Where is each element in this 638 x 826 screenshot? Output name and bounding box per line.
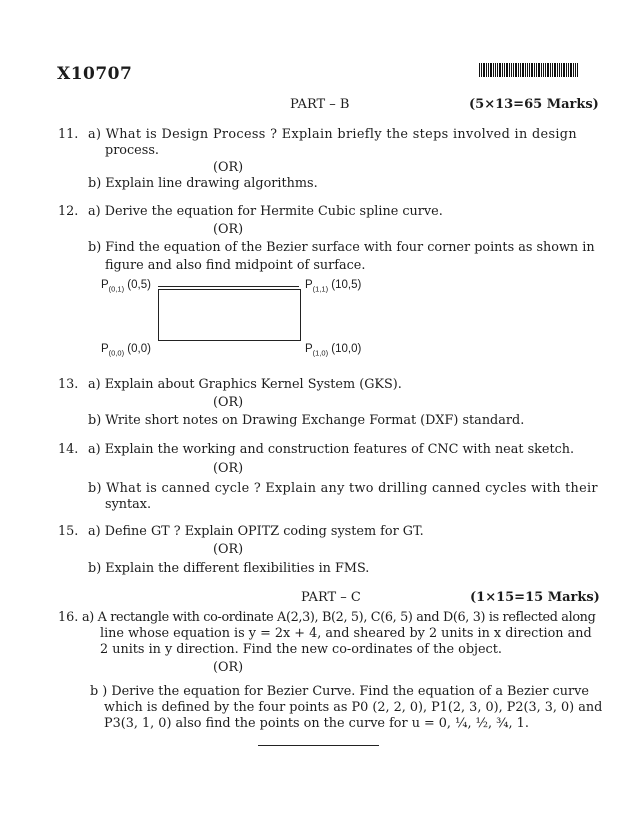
- corner-label-p01-sub: (0,1): [108, 284, 125, 294]
- corner-label-p01-base: P: [101, 279, 109, 291]
- q12-number: 12.: [58, 204, 79, 219]
- corner-label-p00-base: P: [101, 343, 109, 355]
- q12-b-line1: b) Find the equation of the Bezier surface with four corner points as shown in: [88, 240, 595, 255]
- q11-or: (OR): [213, 160, 244, 175]
- q11-number: 11.: [58, 127, 79, 142]
- barcode-image: [479, 63, 578, 77]
- corner-label-p01: [101, 279, 151, 293]
- paper-code: X10707: [57, 64, 133, 84]
- corner-label-p11-base: P: [305, 279, 313, 291]
- q12-a: a) Derive the equation for Hermite Cubic spline curve.: [88, 204, 443, 219]
- q15-a: a) Define GT ? Explain OPITZ coding system for GT.: [88, 524, 424, 539]
- q16-a-line2: line whose equation is y = 2x + 4, and sheared by 2 units in x direction and: [100, 626, 592, 641]
- part-b-title: PART – B: [290, 97, 350, 112]
- corner-label-p11: [305, 279, 361, 293]
- q13-number: 13.: [58, 377, 79, 392]
- bezier-surface-rectangle: [158, 289, 301, 341]
- q14-or: (OR): [213, 461, 244, 476]
- q14-b-line1: b) What is canned cycle ? Explain any two drilling canned cycles with their: [88, 481, 598, 496]
- q13-a: a) Explain about Graphics Kernel System (GKS).: [88, 377, 402, 392]
- q15-or: (OR): [213, 542, 244, 557]
- corner-label-p10-base: P: [305, 343, 313, 355]
- corner-label-p10: [305, 343, 361, 357]
- corner-label-p11-value: (10,5): [328, 279, 362, 291]
- part-b-marks: (5×13=65 Marks): [469, 97, 599, 112]
- corner-label-p01-value: (0,5): [124, 279, 151, 291]
- corner-label-p10-sub: (1,0): [312, 348, 329, 358]
- q11-a-line2: process.: [105, 143, 159, 158]
- corner-label-p00-sub: (0,0): [108, 348, 125, 358]
- q14-a: a) Explain the working and construction features of CNC with neat sketch.: [88, 442, 575, 457]
- q12-or: (OR): [213, 222, 244, 237]
- q16-number: 16.: [58, 610, 79, 625]
- part-c-marks: (1×15=15 Marks): [470, 590, 600, 605]
- q13-or: (OR): [213, 395, 244, 410]
- corner-label-p00-value: (0,0): [124, 343, 151, 355]
- q16-b-line2: which is defined by the four points as P0 (2, 2, 0), P1(2, 3, 0), P2(3, 3, 0) and: [104, 700, 603, 715]
- corner-label-p10-value: (10,0): [328, 343, 362, 355]
- q15-b: b) Explain the different flexibilities in FMS.: [88, 561, 370, 576]
- q16-a-line1: a) A rectangle with co-ordinate A(2,3), B(2, 5), C(6, 5) and D(6, 3) is reflected along: [82, 610, 596, 625]
- q15-number: 15.: [58, 524, 79, 539]
- q16-a-line3: 2 units in y direction. Find the new co-ordinates of the object.: [100, 642, 502, 657]
- corner-label-p00: [101, 343, 151, 357]
- q16-or: (OR): [213, 660, 244, 675]
- q16-b-line1: b ) Derive the equation for Bezier Curve. Find the equation of a Bezier curve: [90, 684, 589, 699]
- part-c-title: PART – C: [301, 590, 361, 605]
- q16-b-line3: P3(3, 1, 0) also find the points on the curve for u = 0, ¼, ½, ¾, 1.: [104, 716, 529, 731]
- figure-top-edge: [158, 286, 299, 287]
- q13-b: b) Write short notes on Drawing Exchange Format (DXF) standard.: [88, 413, 525, 428]
- corner-label-p11-sub: (1,1): [312, 284, 329, 294]
- q11-b: b) Explain line drawing algorithms.: [88, 176, 318, 191]
- q14-b-line2: syntax.: [105, 497, 152, 512]
- q12-b-line2: figure and also find midpoint of surface.: [105, 258, 366, 273]
- end-of-paper-divider: [258, 745, 379, 746]
- q11-a-line1: a) What is Design Process ? Explain briefly the steps involved in design: [88, 127, 577, 142]
- q14-number: 14.: [58, 442, 79, 457]
